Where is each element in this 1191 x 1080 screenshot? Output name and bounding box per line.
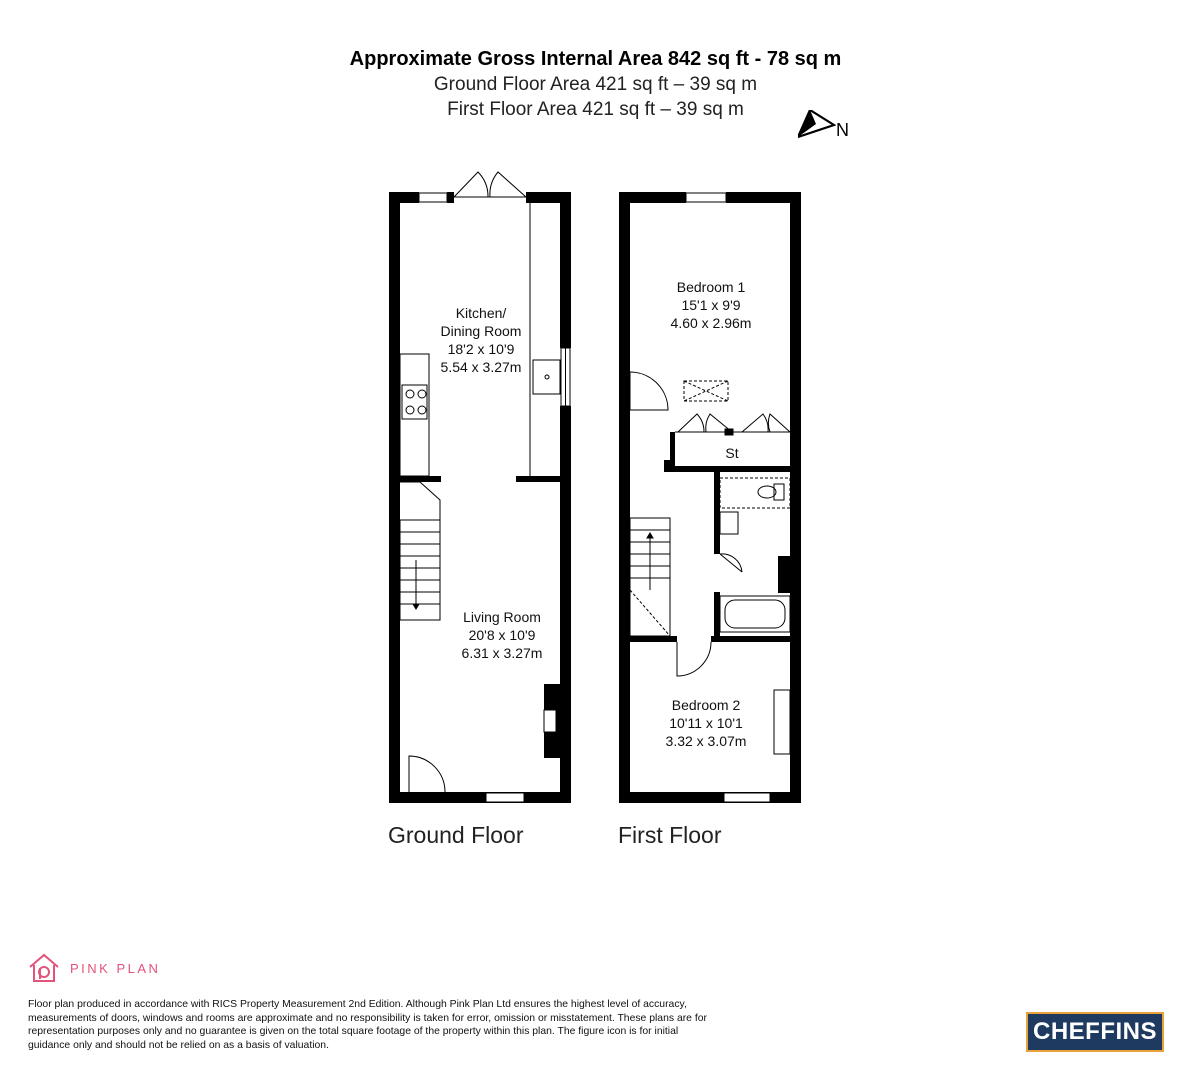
first-floor-label: First Floor xyxy=(618,822,722,848)
living-room-name: Living Room xyxy=(463,609,541,625)
kitchen-imperial: 18'2 x 10'9 xyxy=(447,341,515,357)
first-floor-stairs xyxy=(630,518,670,636)
front-door xyxy=(409,756,445,792)
french-doors xyxy=(454,172,526,197)
wardrobe-doors xyxy=(675,381,790,435)
living-room-metric: 6.31 x 3.27m xyxy=(461,645,543,661)
kitchen-name-line1: Kitchen/ xyxy=(455,305,507,321)
kitchen-name-line2: Dining Room xyxy=(440,323,522,339)
bedroom1-name: Bedroom 1 xyxy=(676,279,746,295)
pink-plan-brand xyxy=(28,953,160,983)
pink-plan-logo-icon xyxy=(28,953,60,983)
bedroom2-name: Bedroom 2 xyxy=(671,697,741,713)
pink-plan-name: PINK PLAN xyxy=(70,960,161,976)
ground-floor-stairs xyxy=(400,482,440,620)
living-room-imperial: 20'8 x 10'9 xyxy=(468,627,536,643)
ground-floor-area: Ground Floor Area 421 sq ft – 39 sq m xyxy=(433,74,758,95)
bedroom1-imperial: 15'1 x 9'9 xyxy=(681,297,741,313)
disclaimer-text: Floor plan produced in accordance with RICS Property Measurement 2nd Edition. Although Pink Plan Ltd ensures the highest level of accuracy, measurements of doors, windows and rooms are approximate and no responsibility is taken for error, omission or misstatement. These plans are for representation purposes only and no guarantee is given on the total square footage of the property within this plan. The figure icon is for initial guidance only and should not be relied on as a basis of valuation. xyxy=(28,999,707,1051)
ground-floor-plan xyxy=(389,172,571,803)
bathroom-fixtures xyxy=(720,478,790,632)
bedroom2-metric: 3.32 x 3.07m xyxy=(665,733,747,749)
cheffins-logo: CHEFFINS xyxy=(1026,1012,1164,1052)
kitchen-units xyxy=(400,203,560,476)
ground-floor-label: Ground Floor xyxy=(388,822,524,848)
area-title: Approximate Gross Internal Area 842 sq ft - 78 sq m xyxy=(349,48,842,70)
first-floor-area: First Floor Area 421 sq ft – 39 sq m xyxy=(447,99,744,120)
north-label: N xyxy=(836,120,849,140)
bedroom2-imperial: 10'11 x 10'1 xyxy=(669,715,743,731)
kitchen-metric: 5.54 x 3.27m xyxy=(440,359,522,375)
bedroom1-metric: 4.60 x 2.96m xyxy=(670,315,752,331)
store-label: St xyxy=(725,445,739,461)
